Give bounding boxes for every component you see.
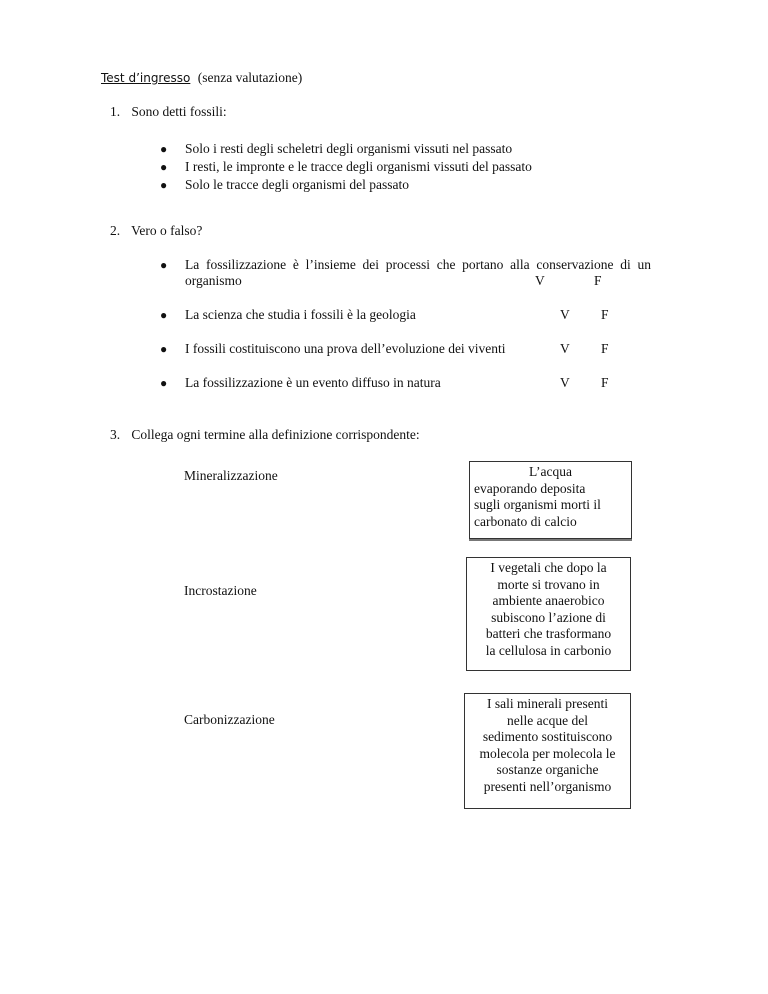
question-number: 1.	[110, 104, 121, 119]
page-title	[101, 70, 302, 86]
term-incrostazione[interactable]: Incrostazione	[184, 583, 257, 598]
title-subtitle: (senza valutazione)	[197, 70, 303, 85]
option-item: ● Solo i resti degli scheletri degli organismi vissuti nel passato	[160, 141, 513, 156]
title-main: Test d’ingresso	[101, 71, 191, 85]
worksheet-page: Test d’ingresso (senza valutazione) 1. Sono detti fossili: ● Solo i resti degli scheletri degli organismi vissuti nel passato ● I resti, le impronte e le tracce degli organismi vissuti del passato ● Solo le tracce degli organismi del passato 2. Vero o falso? ● La fossilizzazione è l’insieme dei processi che portano alla conservazione di un organismo V F ● La scienza che studia i fossili è la geologia V F ● I fossili costituiscono una prova dell’evoluzione dei viventi V F ● La fossilizzazione è un evento diffuso in natura V F 3. Collega ogni termine alla definizione corrispondente: Mineralizzazione Incrostazione Carbonizzazione L’acqua evaporando deposita sugli organismi morti il carbonato di calcio I vegetali che dopo la morte si trovano in ambiente anaerobico subiscono l’azione di batteri che trasformano la cellulosa in carbonio I sali minerali presenti nelle acque del sedimento sostituiscono molecola per molecola le sostanze organiche presenti nell’organismo	[0, 0, 768, 994]
question-number: 2.	[110, 223, 121, 238]
question-1	[110, 104, 227, 120]
true-option[interactable]: V	[560, 375, 570, 390]
true-option[interactable]: V	[560, 307, 570, 322]
question-text: Vero o falso?	[131, 223, 203, 238]
bullet-icon: ●	[160, 376, 168, 390]
bullet-icon: ●	[160, 342, 168, 356]
term-mineralizzazione[interactable]: Mineralizzazione	[184, 468, 278, 483]
bullet-icon: ●	[160, 160, 168, 174]
option-item: ● Solo le tracce degli organismi del passato	[160, 177, 409, 192]
definition-box-3[interactable]: I sali minerali presenti nelle acque del sedimento sostituiscono molecola per molecola le sostanze organiche presenti nell’organismo	[464, 693, 631, 809]
question-3	[110, 427, 420, 443]
bullet-icon: ●	[160, 178, 168, 192]
true-option[interactable]: V	[535, 273, 545, 288]
definition-box-1[interactable]: L’acqua evaporando deposita sugli organismi morti il carbonato di calcio	[469, 461, 632, 539]
question-text: Collega ogni termine alla definizione corrispondente:	[131, 427, 420, 442]
option-item: ● I resti, le impronte e le tracce degli organismi vissuti del passato	[160, 159, 532, 174]
question-text: Sono detti fossili:	[131, 104, 227, 119]
false-option[interactable]: F	[601, 375, 609, 390]
true-option[interactable]: V	[560, 341, 570, 356]
definition-box-2[interactable]: I vegetali che dopo la morte si trovano in ambiente anaerobico subiscono l’azione di batteri che trasformano la cellulosa in carbonio	[466, 557, 631, 671]
bullet-icon: ●	[160, 142, 168, 156]
bullet-icon: ●	[160, 258, 168, 272]
term-carbonizzazione[interactable]: Carbonizzazione	[184, 712, 275, 727]
false-option[interactable]: F	[601, 341, 609, 356]
question-number: 3.	[110, 427, 121, 442]
false-option[interactable]: F	[601, 307, 609, 322]
bullet-icon: ●	[160, 308, 168, 322]
false-option[interactable]: F	[594, 273, 602, 288]
question-2	[110, 223, 202, 239]
question-1-options	[160, 141, 532, 195]
